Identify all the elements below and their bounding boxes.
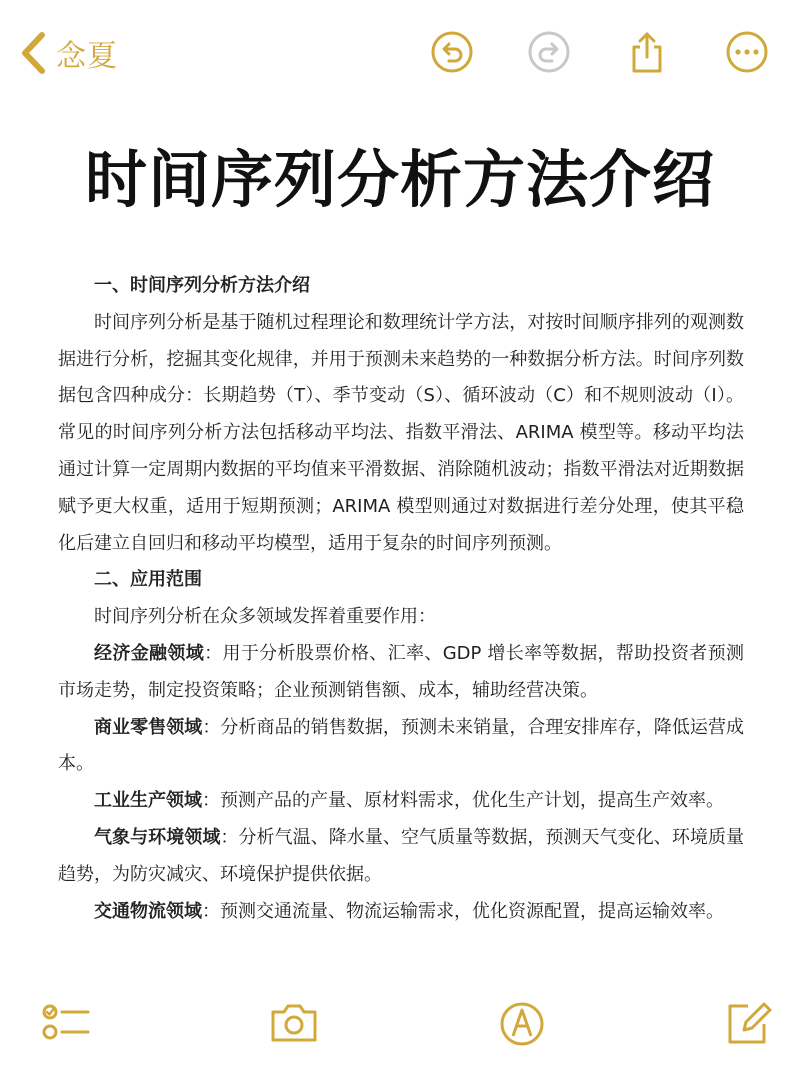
domain-item-retail [58,710,744,784]
redo-icon [527,30,571,74]
share-icon [625,30,669,74]
camera-button[interactable] [268,996,320,1048]
intro-paragraph: 时间序列分析是基于随机过程理论和数理统计学方法，对按时间顺序排列的观测数据进行分析，挖掘其变化规律，并用于预测未来趋势的一种数据分析方法。时间序列数据包含四种成分：长期趋势（T）、季节变动（S）、循环波动（C）和不规则波动（I）。常见的时间序列分析方法包括移动平均法、指数平滑法、ARIMA 模型等。移动平均法通过计算一定周期内数据的平均值来平滑数据、消除随机波动；指数平滑法对近期数据赋予更大权重，适用于短期预测；ARIMA 模型则通过对数据进行差分处理，使其平稳化后建立自回归和移动平均模型，适用于复杂的时间序列预测。 [58,311,744,554]
markup-button[interactable] [496,996,548,1048]
section-heading-1: 一、时间序列分析方法介绍 [94,275,310,296]
document-title: 时间序列分析方法介绍 [84,143,715,216]
back-button[interactable] [18,28,118,78]
domain-text: ：用于分析股票价格、汇率、GDP 增长率等数据，帮助投资者预测市场走势，制定投资策略；企业预测销售额、成本，辅助经营决策。 [58,642,745,701]
compose-button[interactable] [722,996,774,1048]
top-toolbar [0,0,800,105]
back-label: 念夏 [56,39,118,74]
domain-item-industry [58,783,744,820]
domain-text: ：预测交通流量、物流运输需求，优化资源配置，提高运输效率。 [202,900,724,922]
document-body[interactable] [58,268,744,930]
redo-button[interactable] [527,30,571,74]
checklist-button[interactable] [40,996,92,1048]
domain-label: 气象与环境领域 [94,826,221,848]
domain-text: ：分析商品的销售数据，预测未来销量，合理安排库存，降低运营成本。 [58,716,744,775]
domain-text: ：预测产品的产量、原材料需求，优化生产计划，提高生产效率。 [202,790,724,812]
domain-label: 经济金融领域 [94,642,205,664]
more-button[interactable] [725,30,769,74]
domain-item-finance [58,636,744,710]
checklist-icon [40,996,92,1048]
domain-text: ：分析气温、降水量、空气质量等数据，预测天气变化、环境质量趋势，为防灾减灾、环境保护提供依据。 [58,826,745,885]
domain-item-transport [58,894,744,931]
section-heading-2: 二、应用范围 [94,569,202,591]
camera-icon [268,996,320,1048]
undo-button[interactable] [430,30,474,74]
domain-label: 商业零售领域 [94,716,203,738]
markup-pen-icon [496,996,548,1048]
domain-label: 工业生产领域 [94,790,202,812]
undo-icon [430,30,474,74]
share-button[interactable] [625,30,669,74]
domain-item-weather [58,820,744,894]
bottom-toolbar [0,990,800,1067]
application-lead: 时间序列分析在众多领域发挥着重要作用： [94,606,436,628]
chevron-left-icon [18,31,48,75]
more-icon [725,30,769,74]
domain-label: 交通物流领域 [94,900,202,922]
compose-icon [722,996,774,1048]
